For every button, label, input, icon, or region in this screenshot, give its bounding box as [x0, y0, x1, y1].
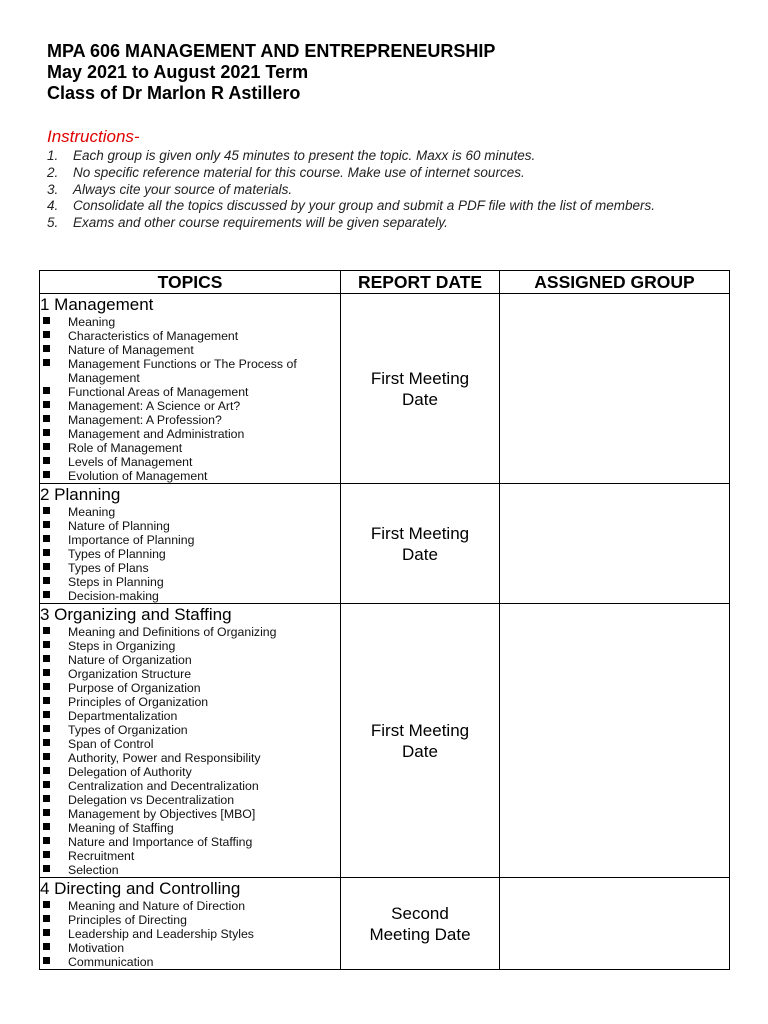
subtopic-item [40, 315, 340, 329]
square-bullet-icon [43, 725, 50, 732]
topics-table [39, 270, 730, 970]
square-bullet-icon [43, 655, 50, 662]
subtopic-text: Characteristics of Management [68, 329, 239, 343]
instruction-number: 5. [47, 215, 59, 231]
subtopic-item [40, 547, 340, 561]
subtopic-item [40, 667, 340, 681]
subtopic-item [40, 625, 340, 639]
table-row [40, 294, 730, 484]
square-bullet-icon [43, 521, 50, 528]
subtopic-item [40, 913, 340, 927]
instruction-item [47, 148, 707, 165]
square-bullet-icon [43, 795, 50, 802]
instruction-number: 1. [47, 148, 59, 163]
square-bullet-icon [43, 711, 50, 718]
subtopic-item [40, 835, 340, 849]
square-bullet-icon [43, 627, 50, 634]
subtopic-item [40, 653, 340, 667]
topic-title: 2 Planning [40, 485, 121, 504]
subtopic-text: Levels of Management [68, 455, 193, 469]
subtopic-item [40, 357, 340, 385]
square-bullet-icon [43, 563, 50, 570]
subtopic-item [40, 455, 340, 469]
subtopic-item [40, 505, 340, 519]
subtopic-text: Departmentalization [68, 709, 178, 723]
report-date-cell: First Meeting Date [341, 604, 500, 878]
subtopic-text: Functional Areas of Management [68, 385, 249, 399]
square-bullet-icon [43, 767, 50, 774]
report-date-cell: First Meeting Date [341, 294, 500, 484]
instructor-line: Class of Dr Marlon R Astillero [47, 83, 301, 103]
subtopic-text: Meaning and Definitions of Organizing [68, 625, 277, 639]
square-bullet-icon [43, 331, 50, 338]
subtopic-text: Types of Planning [68, 547, 166, 561]
square-bullet-icon [43, 851, 50, 858]
subtopic-item [40, 927, 340, 941]
instruction-text: Each group is given only 45 minutes to present the topic. Maxx is 60 minutes. [73, 148, 536, 163]
square-bullet-icon [43, 507, 50, 514]
square-bullet-icon [43, 943, 50, 950]
subtopic-item [40, 343, 340, 357]
square-bullet-icon [43, 317, 50, 324]
subtopic-text: Selection [68, 863, 119, 877]
topic-cell [40, 878, 341, 970]
subtopic-item [40, 821, 340, 835]
subtopic-item [40, 723, 340, 737]
square-bullet-icon [43, 401, 50, 408]
subtopic-item [40, 533, 340, 547]
assigned-group-cell [500, 604, 730, 878]
assigned-group-cell [500, 294, 730, 484]
square-bullet-icon [43, 929, 50, 936]
report-date-cell: First Meeting Date [341, 484, 500, 604]
square-bullet-icon [43, 535, 50, 542]
instruction-number: 4. [47, 198, 59, 214]
square-bullet-icon [43, 823, 50, 830]
term-line: May 2021 to August 2021 Term [47, 62, 309, 82]
subtopic-text: Meaning [68, 505, 116, 519]
header-assigned-group: ASSIGNED GROUP [500, 271, 730, 294]
subtopic-list [40, 899, 340, 969]
square-bullet-icon [43, 471, 50, 478]
subtopic-text: Importance of Planning [68, 533, 195, 547]
square-bullet-icon [43, 739, 50, 746]
table-header-row [40, 271, 730, 294]
instruction-item [47, 215, 707, 232]
square-bullet-icon [43, 359, 50, 366]
subtopic-item [40, 575, 340, 589]
subtopic-text: Delegation vs Decentralization [68, 793, 235, 807]
topic-cell [40, 294, 341, 484]
subtopic-text: Centralization and Decentralization [68, 779, 259, 793]
subtopic-text: Purpose of Organization [68, 681, 201, 695]
subtopic-text: Organization Structure [68, 667, 192, 681]
subtopic-text: Principles of Organization [68, 695, 209, 709]
square-bullet-icon [43, 809, 50, 816]
subtopic-text: Evolution of Management [68, 469, 208, 483]
square-bullet-icon [43, 387, 50, 394]
square-bullet-icon [43, 415, 50, 422]
subtopic-item [40, 469, 340, 483]
subtopic-text: Recruitment [68, 849, 135, 863]
instruction-item [47, 182, 707, 199]
square-bullet-icon [43, 577, 50, 584]
subtopic-text: Nature of Management [68, 343, 194, 357]
assigned-group-cell [500, 484, 730, 604]
subtopic-item [40, 765, 340, 779]
subtopic-item [40, 561, 340, 575]
report-date-cell: Second Meeting Date [341, 878, 500, 970]
subtopic-text: Types of Plans [68, 561, 149, 575]
subtopic-item [40, 899, 340, 913]
subtopic-text: Management: A Profession? [68, 413, 222, 427]
subtopic-item [40, 941, 340, 955]
subtopic-item [40, 427, 340, 441]
subtopic-item [40, 413, 340, 427]
subtopic-item [40, 589, 340, 603]
document-header [47, 41, 495, 104]
instruction-text: Always cite your source of materials. [73, 181, 293, 197]
table-row [40, 484, 730, 604]
subtopic-text: Delegation of Authority [68, 765, 192, 779]
subtopic-item [40, 793, 340, 807]
topic-cell [40, 484, 341, 604]
subtopic-item [40, 639, 340, 653]
topic-cell [40, 604, 341, 878]
subtopic-item [40, 955, 340, 969]
subtopic-text: Leadership and Leadership Styles [68, 927, 254, 941]
subtopic-text: Motivation [68, 941, 125, 955]
subtopic-text: Communication [68, 955, 154, 969]
square-bullet-icon [43, 837, 50, 844]
subtopic-item [40, 863, 340, 877]
assigned-group-cell [500, 878, 730, 970]
header-topics: TOPICS [40, 271, 341, 294]
square-bullet-icon [43, 865, 50, 872]
subtopic-item [40, 751, 340, 765]
square-bullet-icon [43, 549, 50, 556]
subtopic-text: Management: A Science or Art? [68, 399, 241, 413]
subtopic-text: Steps in Planning [68, 575, 164, 589]
instructions-heading: Instructions- [47, 127, 140, 146]
topic-title: 3 Organizing and Staffing [40, 605, 232, 624]
subtopic-text: Meaning [68, 315, 116, 329]
subtopic-list [40, 505, 340, 603]
subtopic-item [40, 807, 340, 821]
subtopic-text: Nature of Planning [68, 519, 170, 533]
header-report-date: REPORT DATE [341, 271, 500, 294]
square-bullet-icon [43, 345, 50, 352]
subtopic-item [40, 329, 340, 343]
subtopic-item [40, 441, 340, 455]
square-bullet-icon [43, 443, 50, 450]
subtopic-list [40, 625, 340, 877]
square-bullet-icon [43, 753, 50, 760]
instruction-item [47, 165, 707, 182]
course-title: MPA 606 MANAGEMENT AND ENTREPRENEURSHIP [47, 41, 496, 61]
square-bullet-icon [43, 781, 50, 788]
instruction-text: Exams and other course requirements will be given separately. [73, 215, 448, 231]
subtopic-item [40, 695, 340, 709]
subtopic-item [40, 385, 340, 399]
subtopic-text: Nature and Importance of Staffing [68, 835, 253, 849]
square-bullet-icon [43, 641, 50, 648]
subtopic-text: Authority, Power and Responsibility [68, 751, 261, 765]
subtopic-text: Management Functions or The Process of Management [68, 357, 297, 385]
subtopic-text: Nature of Organization [68, 653, 192, 667]
subtopic-item [40, 681, 340, 695]
square-bullet-icon [43, 915, 50, 922]
subtopic-text: Span of Control [68, 737, 154, 751]
subtopic-text: Principles of Directing [68, 913, 187, 927]
subtopic-item [40, 849, 340, 863]
subtopic-text: Types of Organization [68, 723, 188, 737]
subtopic-text: Meaning and Nature of Direction [68, 899, 246, 913]
subtopic-text: Management by Objectives [MBO] [68, 807, 256, 821]
subtopic-item [40, 709, 340, 723]
subtopic-item [40, 779, 340, 793]
instructions-list [47, 148, 707, 232]
square-bullet-icon [43, 957, 50, 964]
subtopic-text: Role of Management [68, 441, 183, 455]
topic-title: 1 Management [40, 295, 154, 314]
square-bullet-icon [43, 697, 50, 704]
instruction-item [47, 198, 707, 215]
table-row [40, 878, 730, 970]
square-bullet-icon [43, 591, 50, 598]
instruction-text: No specific reference material for this course. Make use of internet sources. [73, 164, 525, 180]
square-bullet-icon [43, 669, 50, 676]
subtopic-text: Management and Administration [68, 427, 245, 441]
square-bullet-icon [43, 457, 50, 464]
subtopic-text: Meaning of Staffing [68, 821, 174, 835]
instruction-text: Consolidate all the topics discussed by your group and submit a PDF file with the list of members. [73, 198, 656, 214]
square-bullet-icon [43, 901, 50, 908]
subtopic-item [40, 519, 340, 533]
subtopic-text: Steps in Organizing [68, 639, 176, 653]
subtopic-item [40, 737, 340, 751]
table-row [40, 604, 730, 878]
subtopic-text: Decision-making [68, 589, 159, 603]
subtopic-item [40, 399, 340, 413]
instruction-number: 3. [47, 181, 59, 197]
square-bullet-icon [43, 683, 50, 690]
instruction-number: 2. [47, 164, 59, 180]
square-bullet-icon [43, 429, 50, 436]
topic-title: 4 Directing and Controlling [40, 879, 241, 898]
subtopic-list [40, 315, 340, 483]
